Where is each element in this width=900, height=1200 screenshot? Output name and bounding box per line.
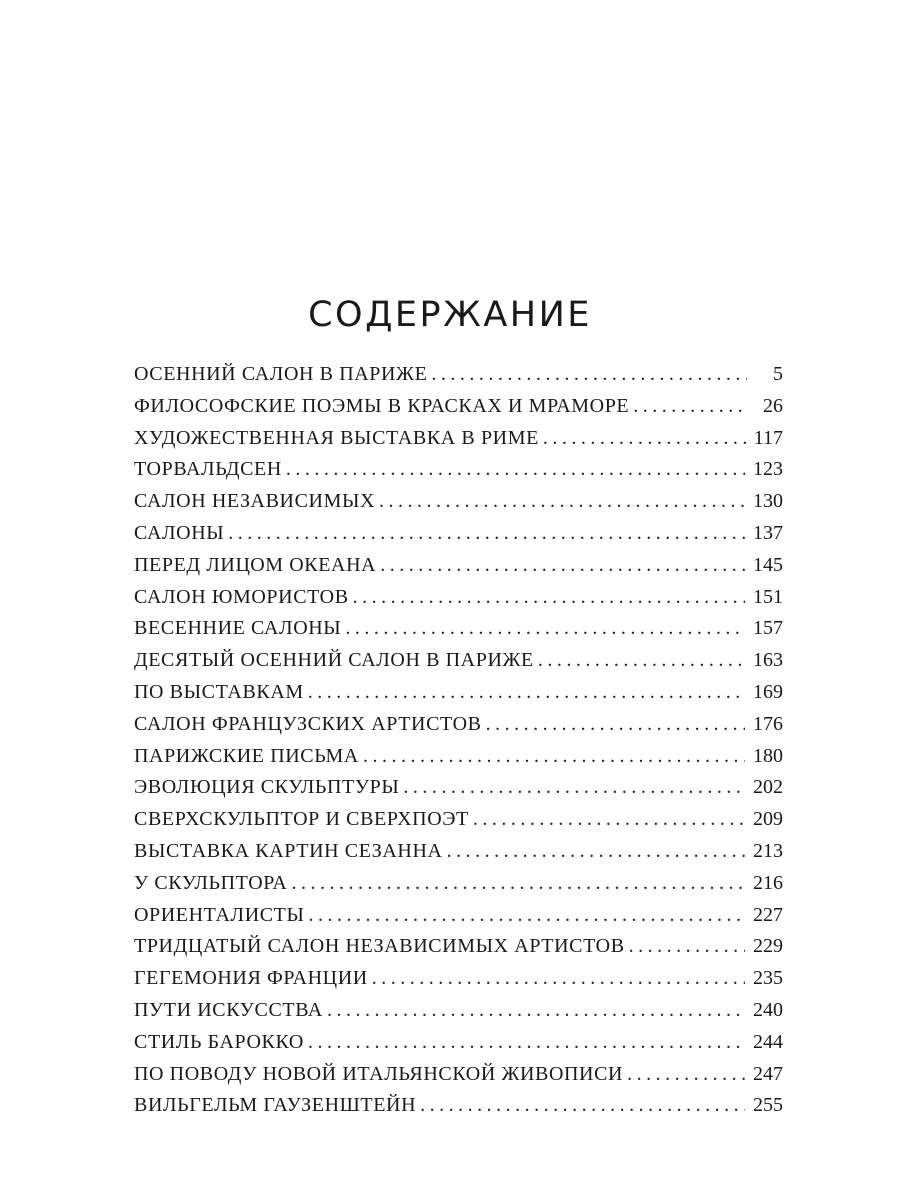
toc-entry-title: ВИЛЬГЕЛЬМ ГАУЗЕНШТЕЙН bbox=[134, 1094, 417, 1117]
toc-entry-title: ПО ПОВОДУ НОВОЙ ИТАЛЬЯНСКОЙ ЖИВОПИСИ bbox=[134, 1062, 624, 1085]
toc-entry-page: 123 bbox=[753, 458, 783, 481]
toc-dot-leader bbox=[291, 868, 745, 900]
toc-dot-leader bbox=[308, 1027, 745, 1059]
toc-entry-page: 235 bbox=[753, 967, 783, 990]
toc-entry bbox=[134, 772, 783, 804]
toc-dot-leader bbox=[473, 804, 745, 836]
toc-dot-leader bbox=[486, 709, 745, 741]
toc-dot-leader bbox=[420, 1090, 745, 1122]
toc-entry bbox=[134, 613, 783, 645]
toc-dot-leader bbox=[372, 963, 745, 995]
toc-entry-title: ТОРВАЛЬДСЕН bbox=[134, 458, 282, 481]
toc-entry bbox=[134, 741, 783, 773]
page-title: СОДЕРЖАНИЕ bbox=[308, 295, 592, 335]
toc-dot-leader bbox=[308, 677, 745, 709]
toc-entry-title: ВЫСТАВКА КАРТИН СЕЗАННА bbox=[134, 839, 443, 862]
toc-entry-title: ПЕРЕД ЛИЦОМ ОКЕАНА bbox=[134, 553, 377, 576]
table-of-contents bbox=[134, 359, 783, 1122]
toc-entry bbox=[134, 550, 783, 582]
toc-entry bbox=[134, 677, 783, 709]
toc-entry-title: ДЕСЯТЫЙ ОСЕННИЙ САЛОН В ПАРИЖЕ bbox=[134, 649, 534, 672]
toc-entry-page: 180 bbox=[753, 744, 783, 767]
toc-entry bbox=[134, 931, 783, 963]
toc-entry-page: 137 bbox=[753, 521, 783, 544]
toc-entry-page: 5 bbox=[773, 363, 783, 385]
toc-entry bbox=[134, 486, 783, 518]
toc-entry-title: ФИЛОСОФСКИЕ ПОЭМЫ В КРАСКАХ И МРАМОРЕ bbox=[134, 394, 630, 417]
toc-dot-leader bbox=[447, 836, 745, 868]
toc-entry-title: ТРИДЦАТЫЙ САЛОН НЕЗАВИСИМЫХ АРТИСТОВ bbox=[134, 935, 625, 958]
toc-entry-page: 117 bbox=[753, 426, 783, 449]
toc-dot-leader bbox=[363, 741, 745, 773]
toc-entry-title: СВЕРХСКУЛЬПТОР И СВЕРХПОЭТ bbox=[134, 808, 469, 831]
toc-entry-page: 202 bbox=[753, 776, 783, 799]
toc-entry-page: 216 bbox=[753, 871, 783, 894]
toc-entry-title: ПАРИЖСКИЕ ПИСЬМА bbox=[134, 744, 359, 767]
toc-entry-page: 244 bbox=[753, 1030, 783, 1053]
toc-entry bbox=[134, 709, 783, 741]
toc-entry-page: 176 bbox=[753, 712, 783, 735]
toc-entry-page: 157 bbox=[753, 617, 783, 640]
toc-entry-page: 247 bbox=[753, 1062, 783, 1085]
toc-entry-title: ВЕСЕННИЕ САЛОНЫ bbox=[134, 617, 342, 640]
toc-entry bbox=[134, 359, 783, 391]
toc-entry bbox=[134, 1090, 783, 1122]
toc-dot-leader bbox=[286, 454, 745, 486]
toc-entry-title: ЭВОЛЮЦИЯ СКУЛЬПТУРЫ bbox=[134, 776, 400, 799]
toc-entry bbox=[134, 963, 783, 995]
toc-entry-title: ОСЕННИЙ САЛОН В ПАРИЖЕ bbox=[134, 363, 428, 385]
toc-entry-title: САЛОН НЕЗАВИСИМЫХ bbox=[134, 490, 376, 513]
toc-dot-leader bbox=[403, 772, 745, 804]
toc-entry-title: САЛОН ЮМОРИСТОВ bbox=[134, 585, 349, 608]
toc-dot-leader bbox=[431, 359, 747, 391]
toc-entry-page: 145 bbox=[753, 553, 783, 576]
toc-entry-title: САЛОНЫ bbox=[134, 521, 225, 544]
toc-entry-page: 130 bbox=[753, 490, 783, 513]
toc-entry bbox=[134, 1059, 783, 1091]
toc-entry-page: 227 bbox=[753, 903, 783, 926]
toc-entry-title: У СКУЛЬПТОРА bbox=[134, 871, 288, 894]
toc-dot-leader bbox=[633, 391, 747, 423]
toc-entry bbox=[134, 1027, 783, 1059]
toc-entry bbox=[134, 391, 783, 423]
toc-dot-leader bbox=[309, 900, 745, 932]
toc-dot-leader bbox=[538, 645, 745, 677]
toc-entry-title: ОРИЕНТАЛИСТЫ bbox=[134, 903, 305, 926]
toc-dot-leader bbox=[629, 931, 745, 963]
toc-entry-page: 163 bbox=[753, 649, 783, 672]
toc-entry-page: 169 bbox=[753, 680, 783, 703]
toc-entry bbox=[134, 423, 783, 455]
toc-entry-title: СТИЛЬ БАРОККО bbox=[134, 1030, 304, 1053]
toc-dot-leader bbox=[543, 423, 746, 455]
toc-entry bbox=[134, 582, 783, 614]
toc-dot-leader bbox=[380, 550, 745, 582]
toc-entry bbox=[134, 995, 783, 1027]
toc-entry-title: ПО ВЫСТАВКАМ bbox=[134, 680, 304, 703]
toc-entry-title: ПУТИ ИСКУССТВА bbox=[134, 998, 323, 1021]
toc-entry bbox=[134, 836, 783, 868]
toc-entry-page: 26 bbox=[763, 394, 783, 417]
toc-entry-title: ГЕГЕМОНИЯ ФРАНЦИИ bbox=[134, 967, 368, 990]
toc-entry bbox=[134, 804, 783, 836]
toc-dot-leader bbox=[379, 486, 745, 518]
toc-entry bbox=[134, 454, 783, 486]
toc-entry bbox=[134, 645, 783, 677]
toc-dot-leader bbox=[627, 1059, 745, 1091]
toc-entry-page: 229 bbox=[753, 935, 783, 958]
toc-entry bbox=[134, 900, 783, 932]
toc-entry bbox=[134, 518, 783, 550]
toc-dot-leader bbox=[345, 613, 745, 645]
toc-entry-title: САЛОН ФРАНЦУЗСКИХ АРТИСТОВ bbox=[134, 712, 482, 735]
toc-entry-page: 209 bbox=[753, 808, 783, 831]
toc-entry bbox=[134, 868, 783, 900]
toc-entry-title: ХУДОЖЕСТВЕННАЯ ВЫСТАВКА В РИМЕ bbox=[134, 426, 539, 449]
toc-entry-page: 213 bbox=[753, 839, 783, 862]
toc-dot-leader bbox=[327, 995, 745, 1027]
toc-dot-leader bbox=[228, 518, 745, 550]
toc-entry-page: 240 bbox=[753, 998, 783, 1021]
toc-entry-page: 151 bbox=[753, 585, 783, 608]
toc-dot-leader bbox=[353, 582, 745, 614]
toc-entry-page: 255 bbox=[753, 1094, 783, 1117]
